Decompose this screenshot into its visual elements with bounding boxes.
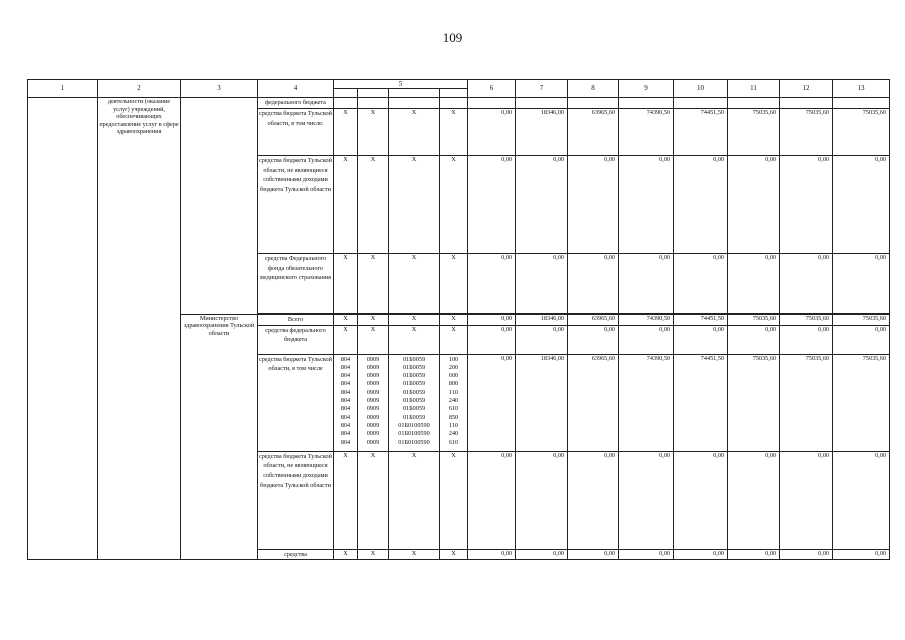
value-cell: 0,00 [833, 253, 890, 313]
value-cell: 74390,50 [619, 314, 674, 325]
code-rzpr: X [358, 314, 389, 325]
page-number: 109 [442, 30, 463, 45]
value-cell: 0,00 [468, 549, 516, 560]
value-cell: 0,00 [780, 451, 833, 549]
source-label: Всего [258, 314, 334, 325]
code-csr: X [389, 108, 440, 155]
value-cell: 0,00 [516, 325, 568, 354]
code-vr: X [440, 253, 468, 313]
code-rzpr: X [358, 451, 389, 549]
value-cell [568, 98, 619, 109]
header-col-3: 3 [181, 80, 258, 98]
value-cell: 18346,00 [516, 108, 568, 155]
value-cell: 63965,60 [568, 354, 619, 451]
value-cell: 0,00 [728, 155, 780, 253]
value-cell: 74451,50 [674, 354, 728, 451]
source-label: средства федерального бюджета [258, 325, 334, 354]
value-cell [780, 98, 833, 109]
value-cell: 75035,60 [780, 314, 833, 325]
value-cell: 18346,00 [516, 314, 568, 325]
value-cell [516, 98, 568, 109]
value-cell: 75035,60 [833, 314, 890, 325]
value-cell: 0,00 [568, 549, 619, 560]
code-vr: X [440, 451, 468, 549]
header-col-1: 1 [28, 80, 98, 98]
code-vr: X [440, 549, 468, 560]
code-rzpr-list: 0909 0909 0909 0909 0909 0909 0909 0909 0909 0909 0909 [358, 354, 389, 451]
value-cell: 75035,60 [833, 108, 890, 155]
value-cell: 0,00 [619, 155, 674, 253]
source-label: средства бюджета Тульской области, не являющиеся собственными доходами бюджета Тульской области [258, 155, 334, 253]
budget-table [27, 79, 890, 560]
code-grbs: X [334, 108, 358, 155]
code-cell [389, 98, 440, 109]
value-cell: 75035,60 [728, 354, 780, 451]
header-col-13: 13 [833, 80, 890, 98]
value-cell: 0,00 [516, 253, 568, 313]
value-cell: 0,00 [468, 325, 516, 354]
value-cell: 0,00 [728, 549, 780, 560]
table-row [28, 98, 890, 109]
code-rzpr: X [358, 549, 389, 560]
value-cell: 0,00 [516, 549, 568, 560]
value-cell: 75035,60 [833, 354, 890, 451]
code-vr-list: 100 200 600 800 110 240 610 850 110 240 610 [440, 354, 468, 451]
code-csr: X [389, 549, 440, 560]
value-cell: 0,00 [568, 325, 619, 354]
ministry-name: Министерство здравоохранения Тульской области [181, 314, 258, 560]
value-cell: 0,00 [833, 451, 890, 549]
code-vr: X [440, 155, 468, 253]
value-cell: 0,00 [516, 155, 568, 253]
code-rzpr: X [358, 155, 389, 253]
value-cell: 0,00 [619, 253, 674, 313]
header-row [28, 80, 890, 89]
code-vr: X [440, 108, 468, 155]
value-cell: 0,00 [780, 155, 833, 253]
code-csr: X [389, 451, 440, 549]
code-csr: X [389, 325, 440, 354]
source-label: федерального бюджета [258, 98, 334, 109]
source-label: средства бюджета Тульской области, в том числе [258, 354, 334, 451]
header-sub-cell [440, 89, 468, 98]
value-cell: 0,00 [468, 108, 516, 155]
value-cell: 75035,60 [728, 108, 780, 155]
value-cell: 75035,60 [780, 354, 833, 451]
value-cell: 0,00 [468, 451, 516, 549]
value-cell: 74390,50 [619, 354, 674, 451]
code-grbs: X [334, 549, 358, 560]
value-cell: 0,00 [674, 253, 728, 313]
code-cell [440, 98, 468, 109]
header-col-9: 9 [619, 80, 674, 98]
value-cell: 74390,50 [619, 108, 674, 155]
code-grbs: X [334, 314, 358, 325]
value-cell: 0,00 [833, 155, 890, 253]
code-rzpr: X [358, 253, 389, 313]
value-cell: 0,00 [468, 253, 516, 313]
activity-description: деятельности (оказание услуг) учреждений, обеспечивающих предоставление услуг в сфере здравоохранения [98, 98, 181, 560]
value-cell: 0,00 [619, 549, 674, 560]
value-cell: 0,00 [619, 451, 674, 549]
code-csr: X [389, 253, 440, 313]
header-sub-cell [358, 89, 389, 98]
col1-cell [28, 98, 98, 560]
value-cell [674, 98, 728, 109]
value-cell: 0,00 [728, 253, 780, 313]
value-cell: 0,00 [568, 253, 619, 313]
value-cell: 0,00 [674, 155, 728, 253]
code-cell [334, 98, 358, 109]
header-col-7: 7 [516, 80, 568, 98]
value-cell: 18346,00 [516, 354, 568, 451]
header-col-11: 11 [728, 80, 780, 98]
code-grbs-list: 804 804 804 804 804 804 804 804 804 804 804 [334, 354, 358, 451]
source-label: средства бюджета Тульской области, в том числе: [258, 108, 334, 155]
value-cell [833, 98, 890, 109]
code-rzpr: X [358, 108, 389, 155]
source-label: средства [258, 549, 334, 560]
code-rzpr: X [358, 325, 389, 354]
value-cell [619, 98, 674, 109]
value-cell: 0,00 [568, 155, 619, 253]
value-cell: 0,00 [674, 451, 728, 549]
value-cell: 0,00 [780, 549, 833, 560]
value-cell: 63965,60 [568, 108, 619, 155]
value-cell: 74451,50 [674, 314, 728, 325]
header-col-5: 5 [334, 80, 468, 89]
value-cell: 0,00 [468, 354, 516, 451]
code-grbs: X [334, 451, 358, 549]
code-cell [358, 98, 389, 109]
code-csr: X [389, 314, 440, 325]
header-col-10: 10 [674, 80, 728, 98]
code-vr: X [440, 325, 468, 354]
value-cell: 75035,60 [728, 314, 780, 325]
value-cell: 74451,50 [674, 108, 728, 155]
value-cell: 0,00 [674, 549, 728, 560]
col3-cell-empty [181, 98, 258, 315]
value-cell: 75035,60 [780, 108, 833, 155]
code-grbs: X [334, 325, 358, 354]
header-col-12: 12 [780, 80, 833, 98]
code-grbs: X [334, 155, 358, 253]
value-cell: 0,00 [833, 549, 890, 560]
header-col-4: 4 [258, 80, 334, 98]
value-cell: 63965,60 [568, 314, 619, 325]
value-cell [728, 98, 780, 109]
header-sub-cell [389, 89, 440, 98]
value-cell: 0,00 [468, 155, 516, 253]
value-cell: 0,00 [728, 325, 780, 354]
header-col-8: 8 [568, 80, 619, 98]
value-cell: 0,00 [780, 325, 833, 354]
code-grbs: X [334, 253, 358, 313]
code-csr-list: 01Б0059 01Б0059 01Б0059 01Б0059 01Б0059 01Б0059 01Б0059 01Б0059 01Б0100590 01Б0100590 01Б0100590 [389, 354, 440, 451]
value-cell: 0,00 [728, 451, 780, 549]
header-col-2: 2 [98, 80, 181, 98]
value-cell: 0,00 [468, 314, 516, 325]
value-cell: 0,00 [780, 253, 833, 313]
value-cell: 0,00 [674, 325, 728, 354]
value-cell: 0,00 [516, 451, 568, 549]
source-label: средства Федерального фонда обязательного медицинского страхования [258, 253, 334, 313]
header-col-6: 6 [468, 80, 516, 98]
value-cell [468, 98, 516, 109]
value-cell: 0,00 [619, 325, 674, 354]
source-label: средства бюджета Тульской области, не являющиеся собственными доходами бюджета Тульской области [258, 451, 334, 549]
code-vr: X [440, 314, 468, 325]
value-cell: 0,00 [833, 325, 890, 354]
code-csr: X [389, 155, 440, 253]
value-cell: 0,00 [568, 451, 619, 549]
header-sub-cell [334, 89, 358, 98]
